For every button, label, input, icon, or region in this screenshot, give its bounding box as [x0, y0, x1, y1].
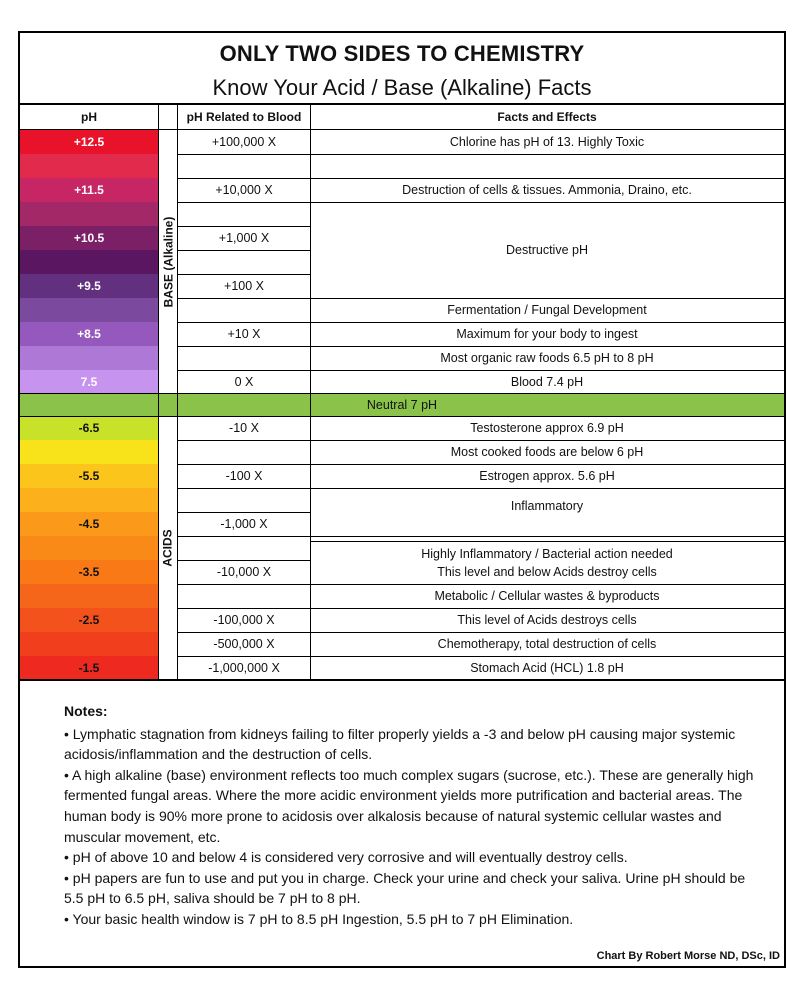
- blood-cell: [178, 250, 310, 274]
- blood-cell: [178, 202, 310, 226]
- fact-cell: Maximum for your body to ingest: [456, 327, 638, 341]
- ph-cell: [20, 154, 158, 178]
- note-item: • Lymphatic stagnation from kidneys failing to filter properly yields a -3 and below pH causing major systemic acidosis/inflammation and the destruction of cells.: [64, 725, 736, 763]
- grid-line: [20, 129, 784, 130]
- fact-cell: Destructive pH: [506, 243, 588, 257]
- grid-line: [310, 584, 784, 585]
- blood-cell: -1,000 X: [220, 517, 268, 531]
- grid-line: [310, 298, 784, 299]
- ph-cell: +9.5: [20, 274, 158, 298]
- fact-cell: Most organic raw foods 6.5 pH to 8 pH: [440, 351, 654, 365]
- fact-cell: Highly Inflammatory / Bacterial action needed: [421, 547, 673, 561]
- ph-cell: [20, 202, 158, 226]
- fact-cell: Metabolic / Cellular wastes & byproducts: [434, 589, 660, 603]
- fact-cell: Destruction of cells & tissues. Ammonia, Draino, etc.: [402, 183, 692, 197]
- grid-line: [178, 440, 310, 441]
- grid-line: [178, 250, 310, 251]
- blood-cell: [178, 488, 310, 512]
- side-label-base: [159, 130, 177, 394]
- grid-line: [20, 679, 784, 681]
- header-blood: pH Related to Blood: [186, 110, 302, 124]
- grid-line: [178, 536, 310, 537]
- chart-frame: [18, 31, 786, 968]
- grid-line: [158, 105, 159, 679]
- blood-cell: +10 X: [227, 327, 261, 341]
- blood-cell: [178, 584, 310, 608]
- note-item: • A high alkaline (base) environment reflects too much complex sugars (sucrose, etc.). These are generally high fermented fungal areas. Where the more acidic environment yields more putrification and bacterial areas. The human body is 90% more prone to acidosis over alkalosis because of natural systemic cellular wastes and muscular movement, etc.: [64, 766, 754, 845]
- ph-cell: [20, 488, 158, 512]
- grid-line: [310, 322, 784, 323]
- grid-line: [310, 178, 784, 179]
- grid-line: [178, 632, 784, 633]
- grid-line: [178, 560, 310, 561]
- blood-cell: 0 X: [234, 375, 254, 389]
- fact-cell: Stomach Acid (HCL) 1.8 pH: [470, 661, 624, 675]
- ph-cell: [20, 298, 158, 322]
- grid-line: [310, 346, 784, 347]
- ph-cell: [20, 250, 158, 274]
- side-label-acid-text: ACIDS: [161, 529, 175, 567]
- note-item: • pH papers are fun to use and put you in charge. Check your urine and check your saliva. Urine pH should be 5.5 pH to 6.5 pH, saliva should be 7 pH to 8 pH.: [64, 869, 746, 907]
- ph-cell: +8.5: [20, 322, 158, 346]
- underline: [408, 656, 684, 657]
- blood-cell: +10,000 X: [215, 183, 273, 197]
- ph-cell: +10.5: [20, 226, 158, 250]
- header-facts: Facts and Effects: [497, 110, 597, 124]
- grid-line: [310, 488, 784, 489]
- page-title: ONLY TWO SIDES TO CHEMISTRY: [219, 41, 585, 66]
- grid-line: [20, 393, 784, 394]
- grid-line: [178, 202, 310, 203]
- grid-line: [178, 274, 310, 275]
- ph-cell: [20, 346, 158, 370]
- fact-cell: Most cooked foods are below 6 pH: [450, 445, 644, 459]
- grid-line: [310, 105, 311, 679]
- grid-line: [310, 440, 784, 441]
- neutral-band: Neutral 7 pH: [20, 394, 784, 416]
- header-ph: pH: [81, 110, 97, 124]
- grid-line: [177, 105, 178, 679]
- grid-line: [310, 536, 784, 537]
- blood-cell: +100 X: [224, 279, 264, 293]
- blood-cell: [178, 536, 310, 560]
- ph-cell: [20, 440, 158, 464]
- ph-cell: -1.5: [20, 656, 158, 680]
- fact-cell: Fermentation / Fungal Development: [447, 303, 647, 317]
- fact-cell: This level and below Acids destroy cells: [437, 565, 657, 579]
- notes-list: [64, 724, 764, 930]
- grid-line: [312, 608, 784, 609]
- ph-cell: +12.5: [20, 130, 158, 154]
- grid-line: [178, 346, 310, 347]
- fact-cell: This level of Acids destroys cells: [457, 613, 637, 627]
- fact-cell: Inflammatory: [510, 499, 584, 513]
- blood-cell: -100 X: [225, 469, 263, 483]
- grid-line: [20, 103, 784, 105]
- ph-cell: [20, 584, 158, 608]
- grid-line: [178, 322, 310, 323]
- blood-cell: -10 X: [229, 421, 259, 435]
- ph-cell: -5.5: [20, 464, 158, 488]
- blood-cell: -1,000,000 X: [208, 661, 280, 675]
- grid-line: [20, 416, 784, 417]
- blood-cell: [178, 154, 310, 178]
- fact-cell: Estrogen approx. 5.6 pH: [479, 469, 615, 483]
- blood-cell: +1,000 X: [218, 231, 270, 245]
- notes-section: [64, 701, 764, 930]
- ph-cell: [20, 632, 158, 656]
- ph-cell: 7.5: [20, 370, 158, 394]
- grid-line: [178, 154, 310, 155]
- grid-line: [178, 178, 310, 179]
- fact-cell: Chemotherapy, total destruction of cells: [437, 637, 657, 651]
- ph-cell: [20, 536, 158, 560]
- grid-line: [310, 370, 784, 371]
- note-item: • Your basic health window is 7 pH to 8.5 pH Ingestion, 5.5 pH to 7 pH Elimination.: [64, 910, 574, 927]
- blood-cell: [178, 440, 310, 464]
- chart-credit: Chart By Robert Morse ND, DSc, ID: [596, 950, 780, 962]
- grid-line: [178, 226, 310, 227]
- grid-line: [178, 464, 310, 465]
- grid-line: [178, 488, 310, 489]
- blood-cell: +100,000 X: [211, 135, 277, 149]
- fact-cell: Testosterone approx 6.9 pH: [470, 421, 624, 435]
- grid-line: [178, 584, 310, 585]
- page-subtitle: Know Your Acid / Base (Alkaline) Facts: [212, 75, 592, 100]
- grid-line: [178, 370, 310, 371]
- blood-cell: -100,000 X: [213, 613, 275, 627]
- grid-line: [178, 656, 310, 657]
- note-item: • pH of above 10 and below 4 is considered very corrosive and will eventually destroy cells.: [64, 849, 628, 866]
- fact-cell: [310, 154, 784, 178]
- ph-cell: +11.5: [20, 178, 158, 202]
- side-label-base-text: BASE (Alkaline): [161, 216, 175, 308]
- blood-cell: -500,000 X: [213, 637, 275, 651]
- blood-cell: -10,000 X: [216, 565, 272, 579]
- fact-cell: Chlorine has pH of 13. Highly Toxic: [449, 135, 645, 149]
- ph-cell: -4.5: [20, 512, 158, 536]
- grid-line: [178, 512, 310, 513]
- grid-line: [310, 541, 784, 542]
- grid-line: [178, 298, 310, 299]
- ph-cell: -3.5: [20, 560, 158, 584]
- ph-cell: -2.5: [20, 608, 158, 632]
- grid-line: [310, 202, 784, 203]
- grid-line: [310, 464, 784, 465]
- grid-line: [178, 608, 310, 609]
- blood-cell: [178, 298, 310, 322]
- ph-cell: -6.5: [20, 416, 158, 440]
- grid-line: [310, 154, 784, 155]
- notes-heading: Notes:: [64, 703, 108, 719]
- side-label-acid: [159, 416, 177, 680]
- blood-cell: [178, 346, 310, 370]
- fact-cell: Blood 7.4 pH: [510, 375, 584, 389]
